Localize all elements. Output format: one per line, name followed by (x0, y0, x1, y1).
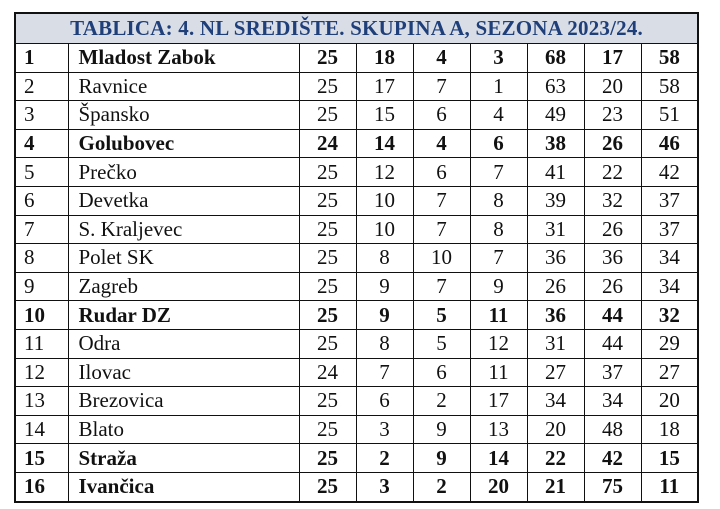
goals-against-cell: 36 (584, 244, 641, 273)
goals-against-cell: 44 (584, 301, 641, 330)
table-row (15, 158, 698, 187)
played-cell: 25 (299, 72, 356, 101)
played-cell: 25 (299, 158, 356, 187)
position-cell: 4 (15, 129, 68, 158)
wins-cell: 9 (356, 272, 413, 301)
goals-for-cell: 31 (527, 329, 584, 358)
position-cell: 16 (15, 472, 68, 501)
position-cell: 3 (15, 101, 68, 130)
points-cell: 42 (641, 158, 698, 187)
draws-cell: 4 (413, 44, 470, 73)
club-name-cell: Ivančica (68, 472, 299, 501)
club-name-cell: Brezovica (68, 387, 299, 416)
points-cell: 27 (641, 358, 698, 387)
goals-for-cell: 34 (527, 387, 584, 416)
goals-against-cell: 44 (584, 329, 641, 358)
played-cell: 25 (299, 44, 356, 73)
table-row (15, 444, 698, 473)
draws-cell: 6 (413, 101, 470, 130)
played-cell: 25 (299, 244, 356, 273)
losses-cell: 3 (470, 44, 527, 73)
losses-cell: 8 (470, 215, 527, 244)
position-cell: 12 (15, 358, 68, 387)
goals-against-cell: 23 (584, 101, 641, 130)
position-cell: 11 (15, 329, 68, 358)
standings-table (14, 12, 699, 503)
table-row (15, 101, 698, 130)
position-cell: 6 (15, 186, 68, 215)
played-cell: 25 (299, 215, 356, 244)
club-name-cell: Špansko (68, 101, 299, 130)
losses-cell: 14 (470, 444, 527, 473)
goals-for-cell: 41 (527, 158, 584, 187)
losses-cell: 20 (470, 472, 527, 501)
played-cell: 25 (299, 101, 356, 130)
draws-cell: 7 (413, 72, 470, 101)
points-cell: 34 (641, 272, 698, 301)
points-cell: 34 (641, 244, 698, 273)
points-cell: 46 (641, 129, 698, 158)
losses-cell: 4 (470, 101, 527, 130)
table-row (15, 215, 698, 244)
goals-against-cell: 26 (584, 215, 641, 244)
played-cell: 25 (299, 186, 356, 215)
goals-for-cell: 68 (527, 44, 584, 73)
points-cell: 58 (641, 44, 698, 73)
goals-against-cell: 17 (584, 44, 641, 73)
draws-cell: 2 (413, 472, 470, 501)
wins-cell: 2 (356, 444, 413, 473)
wins-cell: 15 (356, 101, 413, 130)
draws-cell: 4 (413, 129, 470, 158)
table-title-row (15, 13, 698, 44)
position-cell: 9 (15, 272, 68, 301)
wins-cell: 12 (356, 158, 413, 187)
goals-for-cell: 36 (527, 301, 584, 330)
played-cell: 25 (299, 387, 356, 416)
wins-cell: 3 (356, 415, 413, 444)
goals-for-cell: 20 (527, 415, 584, 444)
wins-cell: 3 (356, 472, 413, 501)
goals-against-cell: 26 (584, 129, 641, 158)
club-name-cell: Odra (68, 329, 299, 358)
points-cell: 51 (641, 101, 698, 130)
goals-for-cell: 38 (527, 129, 584, 158)
losses-cell: 7 (470, 158, 527, 187)
table-row (15, 358, 698, 387)
table-row (15, 72, 698, 101)
table-title: TABLICA: 4. NL SREDIŠTE. SKUPINA A, SEZONA 2023/24. (15, 13, 698, 44)
table-body (15, 44, 698, 502)
goals-for-cell: 39 (527, 186, 584, 215)
goals-for-cell: 27 (527, 358, 584, 387)
points-cell: 18 (641, 415, 698, 444)
points-cell: 37 (641, 186, 698, 215)
draws-cell: 9 (413, 444, 470, 473)
losses-cell: 17 (470, 387, 527, 416)
table-row (15, 272, 698, 301)
played-cell: 25 (299, 444, 356, 473)
losses-cell: 12 (470, 329, 527, 358)
table-row (15, 387, 698, 416)
goals-for-cell: 36 (527, 244, 584, 273)
table-row (15, 244, 698, 273)
goals-against-cell: 48 (584, 415, 641, 444)
goals-for-cell: 49 (527, 101, 584, 130)
wins-cell: 17 (356, 72, 413, 101)
club-name-cell: Prečko (68, 158, 299, 187)
position-cell: 1 (15, 44, 68, 73)
table-row (15, 415, 698, 444)
draws-cell: 2 (413, 387, 470, 416)
played-cell: 25 (299, 301, 356, 330)
wins-cell: 10 (356, 186, 413, 215)
position-cell: 2 (15, 72, 68, 101)
position-cell: 10 (15, 301, 68, 330)
goals-against-cell: 20 (584, 72, 641, 101)
played-cell: 25 (299, 472, 356, 501)
table-row (15, 186, 698, 215)
club-name-cell: Golubovec (68, 129, 299, 158)
position-cell: 14 (15, 415, 68, 444)
wins-cell: 8 (356, 329, 413, 358)
wins-cell: 9 (356, 301, 413, 330)
position-cell: 13 (15, 387, 68, 416)
wins-cell: 6 (356, 387, 413, 416)
draws-cell: 6 (413, 158, 470, 187)
club-name-cell: Straža (68, 444, 299, 473)
club-name-cell: Polet SK (68, 244, 299, 273)
draws-cell: 9 (413, 415, 470, 444)
points-cell: 20 (641, 387, 698, 416)
points-cell: 29 (641, 329, 698, 358)
club-name-cell: Ravnice (68, 72, 299, 101)
played-cell: 24 (299, 129, 356, 158)
draws-cell: 6 (413, 358, 470, 387)
draws-cell: 7 (413, 186, 470, 215)
played-cell: 24 (299, 358, 356, 387)
draws-cell: 7 (413, 215, 470, 244)
goals-against-cell: 26 (584, 272, 641, 301)
played-cell: 25 (299, 329, 356, 358)
played-cell: 25 (299, 415, 356, 444)
draws-cell: 7 (413, 272, 470, 301)
club-name-cell: Zagreb (68, 272, 299, 301)
goals-against-cell: 32 (584, 186, 641, 215)
points-cell: 11 (641, 472, 698, 501)
table-row (15, 301, 698, 330)
table-row (15, 329, 698, 358)
goals-against-cell: 22 (584, 158, 641, 187)
wins-cell: 10 (356, 215, 413, 244)
table-row (15, 129, 698, 158)
losses-cell: 9 (470, 272, 527, 301)
position-cell: 5 (15, 158, 68, 187)
wins-cell: 8 (356, 244, 413, 273)
position-cell: 8 (15, 244, 68, 273)
goals-against-cell: 75 (584, 472, 641, 501)
losses-cell: 13 (470, 415, 527, 444)
table-row (15, 44, 698, 73)
wins-cell: 7 (356, 358, 413, 387)
wins-cell: 18 (356, 44, 413, 73)
draws-cell: 10 (413, 244, 470, 273)
goals-for-cell: 21 (527, 472, 584, 501)
goals-against-cell: 34 (584, 387, 641, 416)
club-name-cell: Ilovac (68, 358, 299, 387)
club-name-cell: Blato (68, 415, 299, 444)
goals-for-cell: 26 (527, 272, 584, 301)
losses-cell: 7 (470, 244, 527, 273)
points-cell: 58 (641, 72, 698, 101)
club-name-cell: S. Kraljevec (68, 215, 299, 244)
played-cell: 25 (299, 272, 356, 301)
position-cell: 7 (15, 215, 68, 244)
goals-against-cell: 42 (584, 444, 641, 473)
club-name-cell: Devetka (68, 186, 299, 215)
wins-cell: 14 (356, 129, 413, 158)
draws-cell: 5 (413, 301, 470, 330)
losses-cell: 11 (470, 301, 527, 330)
goals-against-cell: 37 (584, 358, 641, 387)
goals-for-cell: 22 (527, 444, 584, 473)
position-cell: 15 (15, 444, 68, 473)
draws-cell: 5 (413, 329, 470, 358)
points-cell: 37 (641, 215, 698, 244)
goals-for-cell: 31 (527, 215, 584, 244)
losses-cell: 11 (470, 358, 527, 387)
table-row (15, 472, 698, 501)
goals-for-cell: 63 (527, 72, 584, 101)
points-cell: 32 (641, 301, 698, 330)
club-name-cell: Mladost Zabok (68, 44, 299, 73)
losses-cell: 1 (470, 72, 527, 101)
club-name-cell: Rudar DZ (68, 301, 299, 330)
points-cell: 15 (641, 444, 698, 473)
losses-cell: 8 (470, 186, 527, 215)
losses-cell: 6 (470, 129, 527, 158)
standings-table-container (14, 12, 698, 503)
